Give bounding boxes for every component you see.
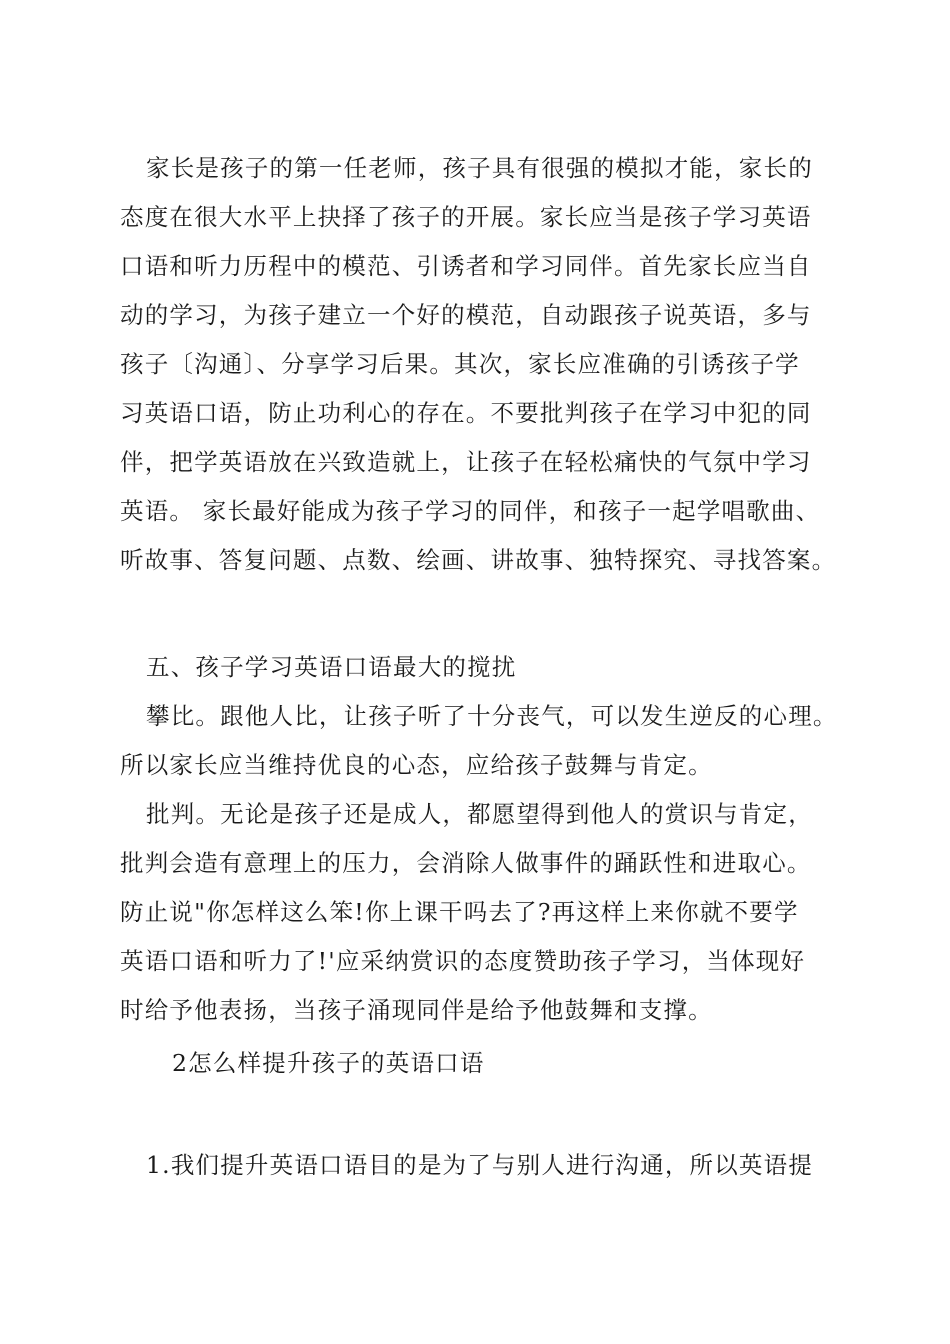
paragraph-line: 孩子〔沟通〕、分享学习后果。其次，家长应准确的引诱孩子学 bbox=[120, 350, 800, 378]
paragraph-line: 批判会造有意理上的压力，会消除人做事件的踊跃性和进取心。 bbox=[120, 849, 812, 877]
paragraph-line: 动的学习，为孩子建立一个好的模范，自动跟孩子说英语，多与 bbox=[120, 301, 812, 329]
paragraph-line: 时给予他表扬，当孩子涌现同伴是给予他鼓舞和支撑。 bbox=[120, 996, 713, 1024]
paragraph-line: 英语口语和听力了!'应采纳赏识的态度赞助孩子学习，当体现好 bbox=[120, 947, 806, 975]
paragraph-line: 习英语口语，防止功利心的存在。不要批判孩子在学习中犯的同 bbox=[120, 399, 812, 427]
paragraph-line: 态度在很大水平上抉择了孩子的开展。家长应当是孩子学习英语 bbox=[120, 203, 812, 231]
paragraph-line: 伴，把学英语放在兴致造就上，让孩子在轻松痛快的气氛中学习 bbox=[120, 448, 812, 476]
section-heading: 五、孩子学习英语口语最大的搅扰 bbox=[146, 653, 517, 681]
paragraph-line: 批判。无论是孩子还是成人，都愿望得到他人的赏识与肯定， bbox=[146, 800, 813, 828]
section-heading: 2怎么样提升孩子的英语口语 bbox=[172, 1049, 485, 1077]
paragraph-line: 所以家长应当维持优良的心态，应给孩子鼓舞与肯定。 bbox=[120, 751, 713, 779]
list-item: 1.我们提升英语口语目的是为了与别人进行沟通，所以英语提 bbox=[146, 1151, 814, 1179]
paragraph-line: 家长是孩子的第一任老师，孩子具有很强的模拟才能，家长的 bbox=[146, 154, 813, 182]
paragraph-line: 口语和听力历程中的模范、引诱者和学习同伴。首先家长应当自 bbox=[120, 252, 812, 280]
paragraph-line: 攀比。跟他人比，让孩子听了十分丧气，可以发生逆反的心理。 bbox=[146, 702, 838, 730]
paragraph-line: 听故事、答复问题、点数、绘画、讲故事、独特探究、寻找答案。 bbox=[120, 546, 837, 574]
paragraph-line: 防止说"你怎样这么笨!你上课干吗去了?再这样上来你就不要学 bbox=[120, 898, 799, 926]
paragraph-line: 英语。 家长最好能成为孩子学习的同伴，和孩子一起学唱歌曲、 bbox=[120, 497, 821, 525]
